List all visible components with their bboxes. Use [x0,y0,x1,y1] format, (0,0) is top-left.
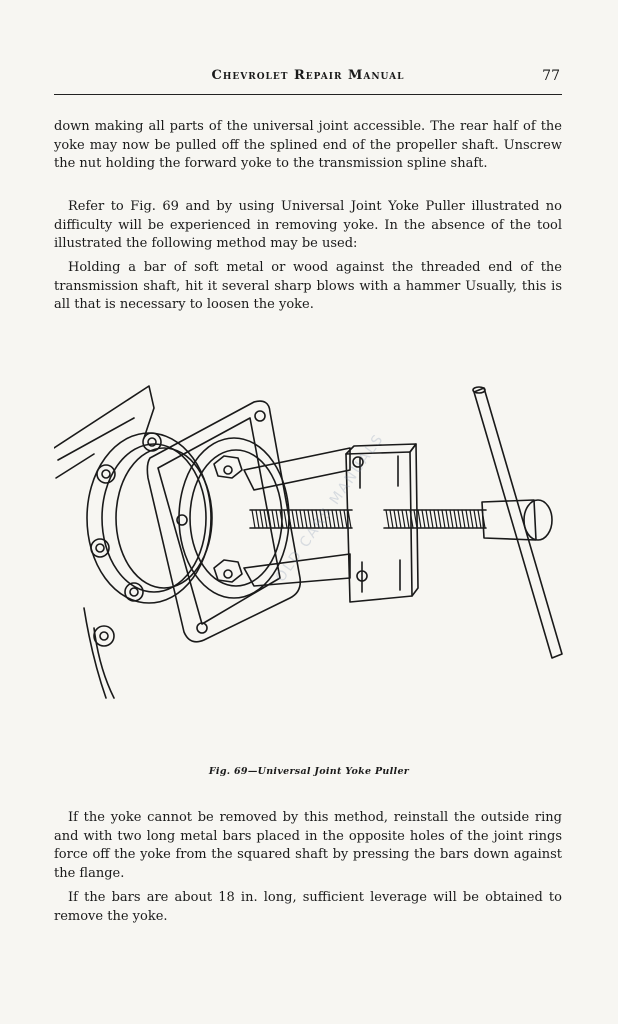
figure-caption: Fig. 69—Universal Joint Yoke Puller [208,766,410,777]
t-handle-bar [473,387,562,658]
paragraph-refer-fig: Refer to Fig. 69 and by using Universal Joint Yoke Puller illustrated no difficulty will be experienced in removing yoke. In the absence of the tool illustrated the following method may be used: [54,199,562,251]
page-header [54,66,562,95]
paragraph-alternative-method: If the yoke cannot be removed by this method, reinstall the outside ring and with two long metal bars placed in the opposite holes of the joint rings force off the yoke from the squared shaft by pressing the bars down against the flange. [54,810,562,881]
running-head-title: Chevrolet Repair Manual [211,68,405,83]
paragraph-hammer-method: Holding a bar of soft metal or wood against the threaded end of the transmission shaft, hit it several sharp blows with a hammer Usually, this is all that is necessary to loosen the yoke. [54,260,562,312]
paragraph-leverage: If the bars are about 18 in. long, sufficient leverage will be obtained to remove the yoke. [54,890,562,924]
page-number: 77 [542,68,560,84]
watermark: OLD CARS MANUALS [272,430,388,586]
handle-hub [482,500,552,540]
paragraph-continuation: down making all parts of the universal joint accessible. The rear half of the yoke may now be pulled off the splined end of the propeller shaft. Unscrew the nut holding the forward yoke to the transmission spline shaft. [54,119,562,171]
screw-threads [252,510,485,528]
joint-nuts [214,456,242,582]
